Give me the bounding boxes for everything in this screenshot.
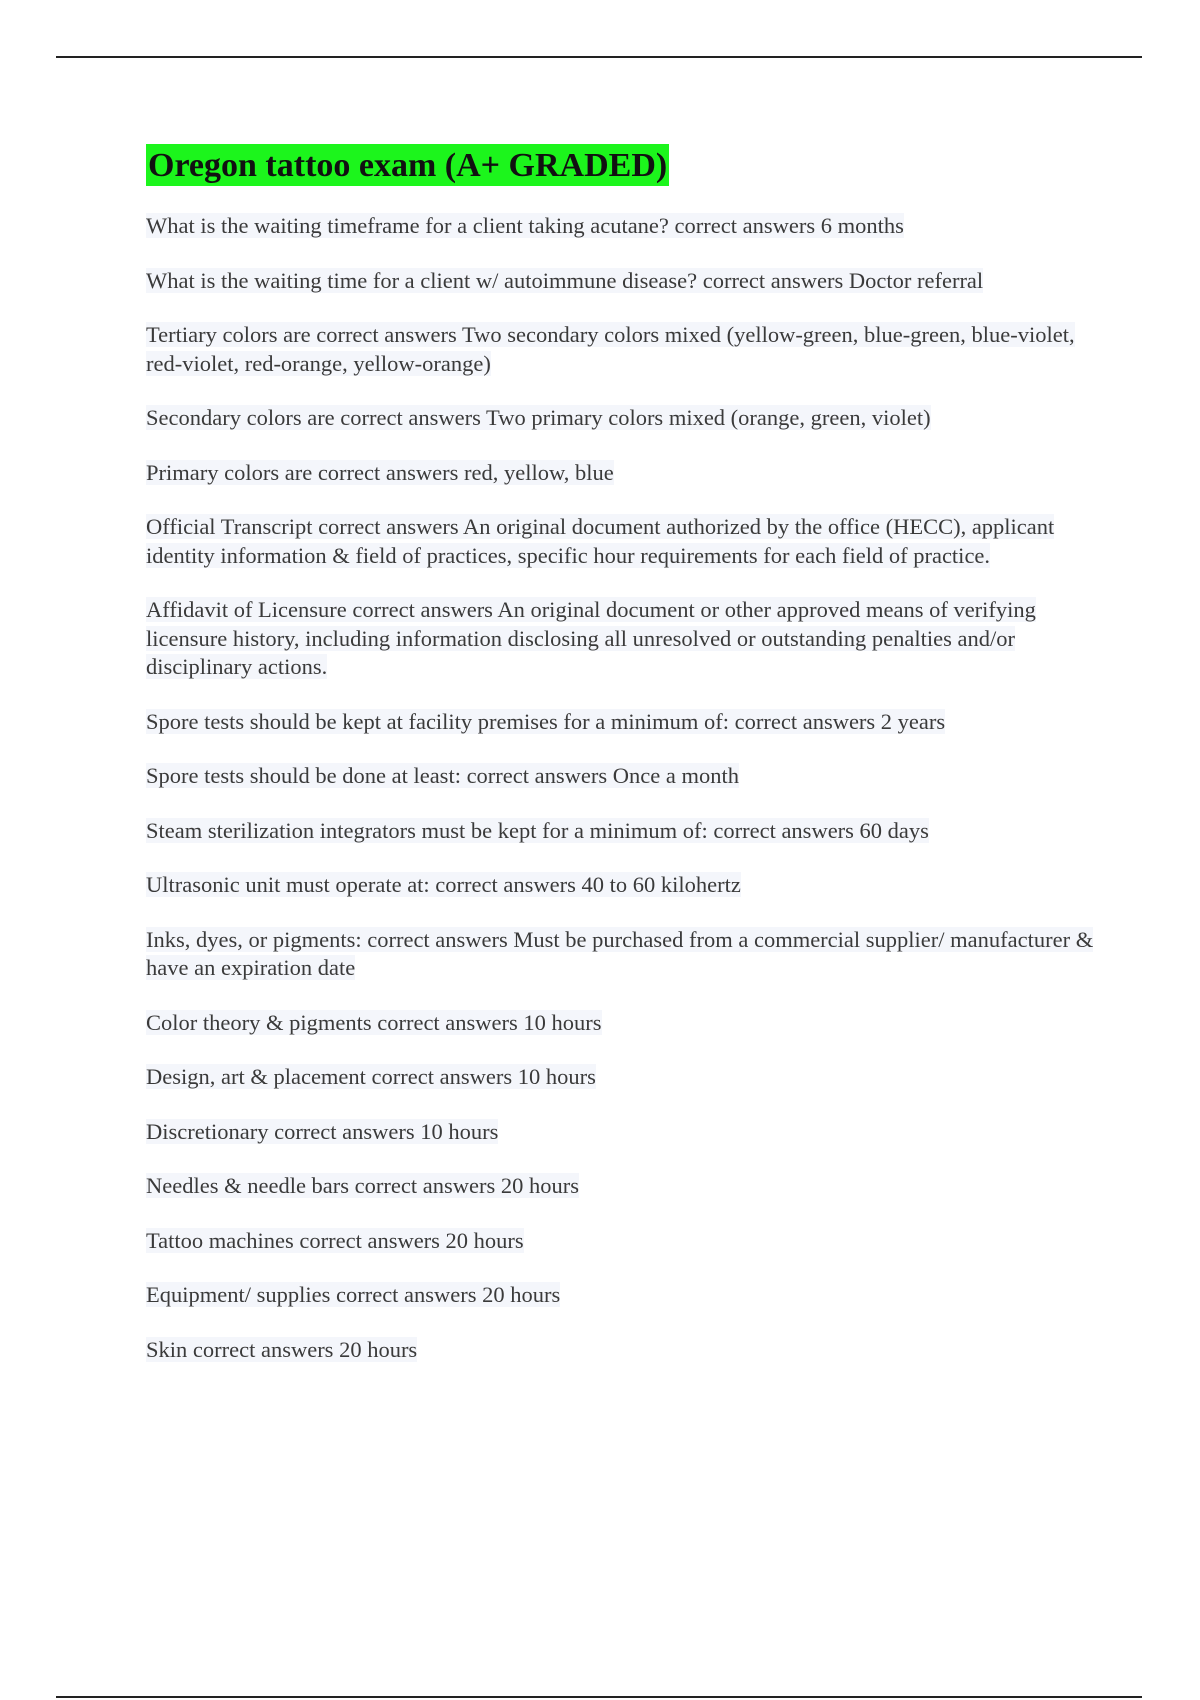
qa-item-text: Steam sterilization integrators must be kept for a minimum of: correct answers 60 days — [146, 817, 929, 843]
qa-item-text: Spore tests should be kept at facility premises for a minimum of: correct answers 2 years — [146, 708, 946, 734]
qa-item — [146, 1336, 1096, 1365]
qa-item-text: Secondary colors are correct answers Two primary colors mixed (orange, green, violet) — [146, 405, 931, 430]
qa-item-text: Ultrasonic unit must operate at: correct answers 40 to 60 kilohertz — [146, 872, 741, 897]
footer-rule — [56, 1696, 1142, 1698]
qa-item-text: Affidavit of Licensure correct answers An original document or other approved means of verifying licensure history, including information disclosing all unresolved or outstanding penalties and/or disciplinary actions. — [146, 597, 1036, 679]
document-title: Oregon tattoo exam (A+ GRADED) — [146, 144, 669, 186]
qa-item — [146, 1118, 1096, 1147]
qa-item-text: What is the waiting timeframe for a client taking acutane? correct answers 6 months — [146, 213, 904, 238]
qa-item-text: Equipment/ supplies correct answers 20 hours — [146, 1282, 561, 1307]
qa-item-text: Skin correct answers 20 hours — [146, 1336, 418, 1362]
qa-item — [146, 404, 1096, 433]
qa-item-text: Tattoo machines correct answers 20 hours — [146, 1227, 524, 1253]
qa-item-text: Design, art & placement correct answers 10 hours — [146, 1064, 596, 1089]
qa-item — [146, 267, 1096, 296]
qa-item-text: Color theory & pigments correct answers 10 hours — [146, 1009, 602, 1035]
qa-item-text: Official Transcript correct answers An original document authorized by the office (HECC), applicant identity information & field of practices, specific hour requirements for each field of practice. — [146, 514, 1055, 568]
qa-item-text: Spore tests should be done at least: correct answers Once a month — [146, 763, 739, 788]
document-body — [146, 144, 1096, 1390]
qa-item — [146, 926, 1096, 983]
qa-item-text: Discretionary correct answers 10 hours — [146, 1118, 499, 1144]
header-rule — [56, 56, 1142, 58]
qa-item — [146, 708, 1096, 737]
qa-item — [146, 513, 1096, 570]
qa-item — [146, 321, 1096, 378]
qa-item-text: Inks, dyes, or pigments: correct answers Must be purchased from a commercial supplier/ manufacturer & have an expiration date — [146, 926, 1094, 980]
qa-list — [146, 212, 1096, 1364]
qa-item — [146, 871, 1096, 900]
qa-item-text: Needles & needle bars correct answers 20 hours — [146, 1173, 579, 1198]
qa-item — [146, 817, 1096, 846]
qa-item-text: What is the waiting time for a client w/ autoimmune disease? correct answers Doctor referral — [146, 267, 984, 293]
qa-item — [146, 1009, 1096, 1038]
qa-item-text: Primary colors are correct answers red, yellow, blue — [146, 459, 614, 485]
qa-item — [146, 1281, 1096, 1310]
qa-item — [146, 596, 1096, 682]
qa-item — [146, 212, 1096, 241]
qa-item — [146, 1172, 1096, 1201]
qa-item — [146, 1227, 1096, 1256]
qa-item — [146, 762, 1096, 791]
qa-item-text: Tertiary colors are correct answers Two secondary colors mixed (yellow-green, blue-green, blue-violet, red-violet, red-orange, yellow-orange) — [146, 322, 1075, 376]
qa-item — [146, 1063, 1096, 1092]
qa-item — [146, 459, 1096, 488]
